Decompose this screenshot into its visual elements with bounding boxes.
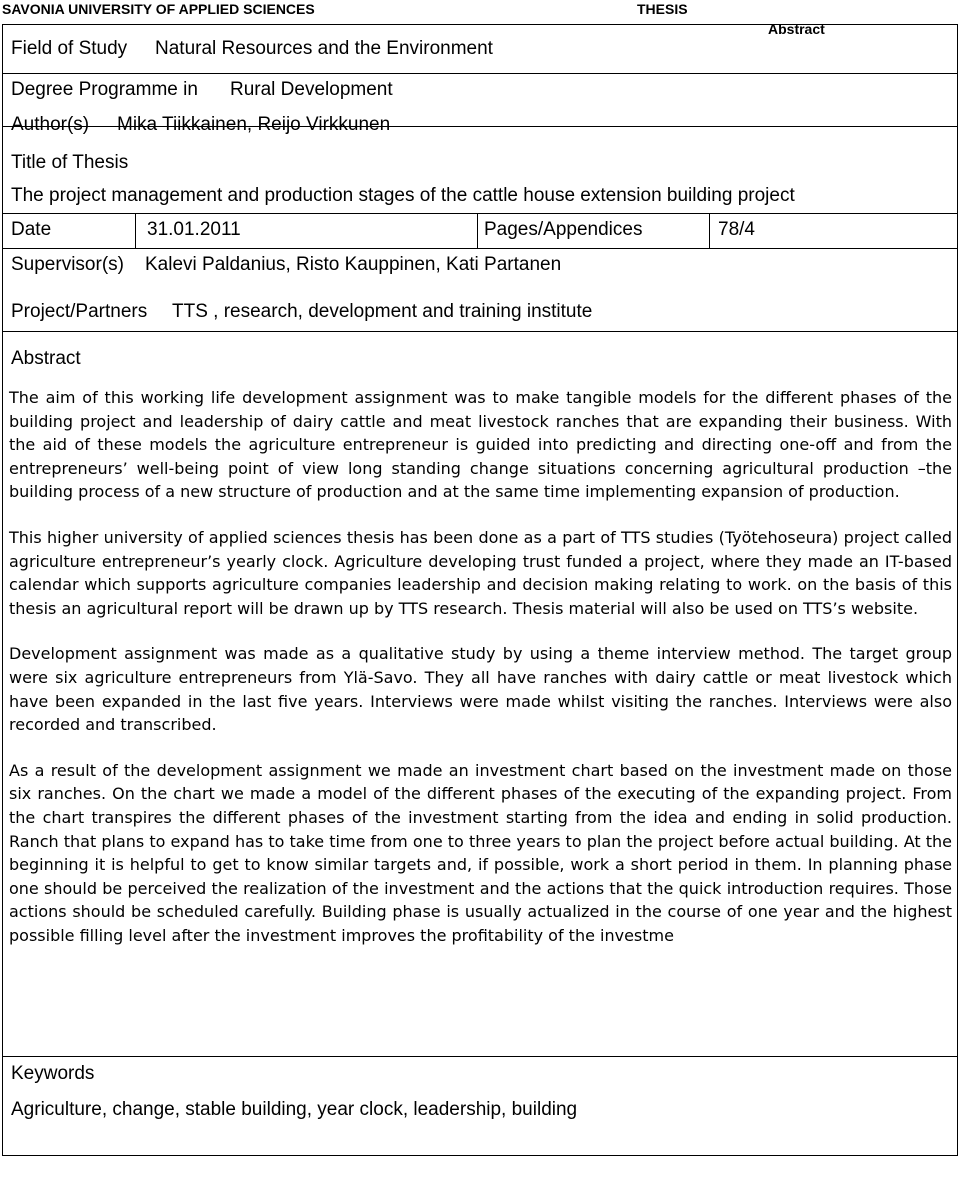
field-of-study-label: Field of Study — [11, 38, 128, 59]
abstract-paragraph: The aim of this working life development assignment was to make tangible models for the different phases of the building project and leadership of dairy cattle and meat livestock ranches that are expanding their business. With the aid of these models the agriculture entrepreneur is guided into predicting and directing one-off and from the entrepreneurs’ well-being point of view long standing change situations concerning agricultural production –the building process of a new structure of production and at the same time implementing expansion of production. — [9, 388, 952, 502]
degree-programme-value: Rural Development — [230, 79, 393, 100]
field-of-study-value: Natural Resources and the Environment — [155, 38, 493, 59]
divider — [3, 248, 957, 249]
thesis-title-value: The project management and production stages of the cattle house extension building project — [11, 185, 795, 206]
divider — [3, 331, 957, 332]
keywords-label: Keywords — [11, 1063, 95, 1084]
abstract-paragraph: This higher university of applied sciences thesis has been done as a part of TTS studies (Työtehoseura) project called agriculture entrepreneur’s yearly clock. Agriculture developing trust funded a project, where they made an IT-based calendar which supports agriculture companies leadership and decision making relating to work. on the basis of this thesis an agricultural report will be drawn up by TTS research. Thesis material will also be used on TTS’s website. — [9, 527, 952, 618]
supervisor-value: Kalevi Paldanius, Risto Kauppinen, Kati Partanen — [145, 254, 562, 275]
degree-programme-label: Degree Programme in — [11, 79, 198, 100]
institution-name: SAVONIA UNIVERSITY OF APPLIED SCIENCES — [2, 1, 315, 17]
section-label: Abstract — [768, 21, 825, 37]
date-label: Date — [11, 219, 52, 240]
abstract-paragraph: As a result of the development assignment we made an investment chart based on the investment made on those six ranches. On the chart we made a model of the different phases of the executing of the expanding project. From the chart transpires the different phases of the investment starting from the idea and ending in solid production. Ranch that plans to expand has to take time from one to three years to plan the project before actual building. At the beginning it is helpful to get to know similar targets and, if possible, work a short period in them. In planning phase one should be perceived the realization of the investment and the actions that the quick introduction requires. Those actions should be scheduled carefully. Building phase is usually actualized in the course of one year and the highest possible filling level after the investment improves the profitability of the investme — [9, 760, 952, 945]
partners-label: Project/Partners — [11, 301, 148, 322]
author-value: Mika Tiikkainen, Reijo Virkkunen — [117, 114, 391, 135]
pages-value: 78/4 — [718, 219, 755, 240]
supervisor-label: Supervisor(s) — [11, 254, 124, 275]
keywords-value: Agriculture, change, stable building, year clock, leadership, building — [11, 1099, 578, 1120]
abstract-heading: Abstract — [11, 348, 81, 369]
cell-divider — [709, 213, 710, 248]
divider — [3, 1056, 957, 1057]
thesis-title-label: Title of Thesis — [11, 152, 129, 173]
divider — [3, 213, 957, 214]
cell-divider — [135, 213, 136, 248]
cell-divider — [477, 213, 478, 248]
abstract-paragraph: Development assignment was made as a qualitative study by using a theme interview method. The target group were six agriculture entrepreneurs from Ylä-Savo. They all have ranches with dairy cattle or meat livestock which have been expanded in the last five years. Interviews were made whilst visiting the ranches. Interviews were also recorded and transcribed. — [9, 644, 952, 735]
document-type: THESIS — [637, 1, 688, 17]
date-value: 31.01.2011 — [147, 219, 241, 240]
pages-label: Pages/Appendices — [484, 219, 643, 240]
author-label: Author(s) — [11, 114, 90, 135]
partners-value: TTS , research, development and training institute — [172, 301, 593, 322]
abstract-body — [9, 386, 952, 947]
divider — [3, 73, 957, 74]
